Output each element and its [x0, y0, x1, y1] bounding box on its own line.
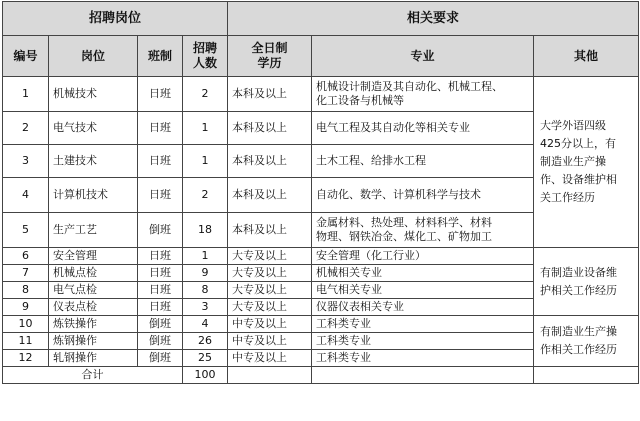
cell-major: 机械设计制造及其自动化、机械工程、 化工设备与机械等: [312, 77, 534, 112]
cell-no: 6: [3, 248, 49, 265]
cell-count: 26: [183, 333, 228, 350]
total-empty-other: [534, 367, 639, 384]
cell-no: 9: [3, 299, 49, 316]
cell-count: 8: [183, 282, 228, 299]
cell-no: 11: [3, 333, 49, 350]
total-count: 100: [183, 367, 228, 384]
col-header-no: 编号: [3, 36, 49, 77]
cell-count: 1: [183, 112, 228, 145]
recruitment-table: [2, 1, 639, 384]
cell-shift: 倒班: [138, 333, 183, 350]
total-empty-major: [312, 367, 534, 384]
cell-major: 电气工程及其自动化等相关专业: [312, 112, 534, 145]
col-header-major: 专业: [312, 36, 534, 77]
cell-education: 中专及以上: [228, 350, 312, 367]
cell-shift: 日班: [138, 248, 183, 265]
table-row: [3, 248, 639, 265]
cell-count: 18: [183, 213, 228, 248]
cell-count: 1: [183, 248, 228, 265]
total-row: [3, 367, 639, 384]
cell-post: 机械点检: [49, 265, 138, 282]
cell-major: 电气相关专业: [312, 282, 534, 299]
col-header-count: 招聘 人数: [183, 36, 228, 77]
cell-post: 机械技术: [49, 77, 138, 112]
cell-major: 自动化、数学、计算机科学与技术: [312, 178, 534, 213]
cell-education: 中专及以上: [228, 333, 312, 350]
cell-major: 仪器仪表相关专业: [312, 299, 534, 316]
cell-education: 大专及以上: [228, 282, 312, 299]
cell-major: 工科类专业: [312, 316, 534, 333]
cell-other-note-b: 有制造业设备维 护相关工作经历: [534, 248, 639, 316]
table-row: [3, 316, 639, 333]
cell-shift: 日班: [138, 178, 183, 213]
cell-education: 中专及以上: [228, 316, 312, 333]
cell-education: 本科及以上: [228, 213, 312, 248]
cell-shift: 日班: [138, 299, 183, 316]
cell-post: 土建技术: [49, 145, 138, 178]
cell-count: 1: [183, 145, 228, 178]
cell-post: 电气点检: [49, 282, 138, 299]
cell-shift: 日班: [138, 282, 183, 299]
col-header-other: 其他: [534, 36, 639, 77]
cell-post: 炼铁操作: [49, 316, 138, 333]
cell-post: 安全管理: [49, 248, 138, 265]
cell-major: 土木工程、给排水工程: [312, 145, 534, 178]
cell-major: 工科类专业: [312, 350, 534, 367]
cell-no: 7: [3, 265, 49, 282]
cell-education: 大专及以上: [228, 265, 312, 282]
cell-no: 12: [3, 350, 49, 367]
cell-no: 5: [3, 213, 49, 248]
cell-education: 大专及以上: [228, 248, 312, 265]
cell-post: 仪表点检: [49, 299, 138, 316]
cell-shift: 日班: [138, 112, 183, 145]
cell-education: 本科及以上: [228, 178, 312, 213]
cell-major: 安全管理（化工行业）: [312, 248, 534, 265]
cell-count: 3: [183, 299, 228, 316]
cell-post: 炼钢操作: [49, 333, 138, 350]
col-header-post: 岗位: [49, 36, 138, 77]
group-header-posts: 招聘岗位: [3, 2, 228, 36]
col-header-shift: 班制: [138, 36, 183, 77]
cell-other-note-a: 大学外语四级 425分以上，有 制造业生产操 作、设备维护相 关工作经历: [534, 77, 639, 248]
cell-education: 本科及以上: [228, 145, 312, 178]
cell-no: 2: [3, 112, 49, 145]
cell-post: 计算机技术: [49, 178, 138, 213]
cell-post: 轧钢操作: [49, 350, 138, 367]
cell-shift: 倒班: [138, 350, 183, 367]
total-empty-edu: [228, 367, 312, 384]
cell-no: 4: [3, 178, 49, 213]
cell-major: 金属材料、热处理、材料科学、材料 物理、钢铁冶金、煤化工、矿物加工: [312, 213, 534, 248]
cell-education: 本科及以上: [228, 112, 312, 145]
cell-count: 4: [183, 316, 228, 333]
cell-major: 机械相关专业: [312, 265, 534, 282]
total-label: 合计: [3, 367, 183, 384]
cell-count: 25: [183, 350, 228, 367]
cell-shift: 日班: [138, 77, 183, 112]
cell-count: 2: [183, 178, 228, 213]
cell-shift: 日班: [138, 265, 183, 282]
cell-count: 9: [183, 265, 228, 282]
cell-no: 8: [3, 282, 49, 299]
group-header-requirements: 相关要求: [228, 2, 639, 36]
cell-no: 3: [3, 145, 49, 178]
cell-other-note-c: 有制造业生产操 作相关工作经历: [534, 316, 639, 367]
cell-shift: 日班: [138, 145, 183, 178]
cell-post: 生产工艺: [49, 213, 138, 248]
cell-count: 2: [183, 77, 228, 112]
cell-shift: 倒班: [138, 316, 183, 333]
table-row: [3, 77, 639, 112]
cell-major: 工科类专业: [312, 333, 534, 350]
cell-no: 10: [3, 316, 49, 333]
cell-education: 本科及以上: [228, 77, 312, 112]
cell-shift: 倒班: [138, 213, 183, 248]
cell-education: 大专及以上: [228, 299, 312, 316]
cell-post: 电气技术: [49, 112, 138, 145]
cell-no: 1: [3, 77, 49, 112]
col-header-education: 全日制 学历: [228, 36, 312, 77]
